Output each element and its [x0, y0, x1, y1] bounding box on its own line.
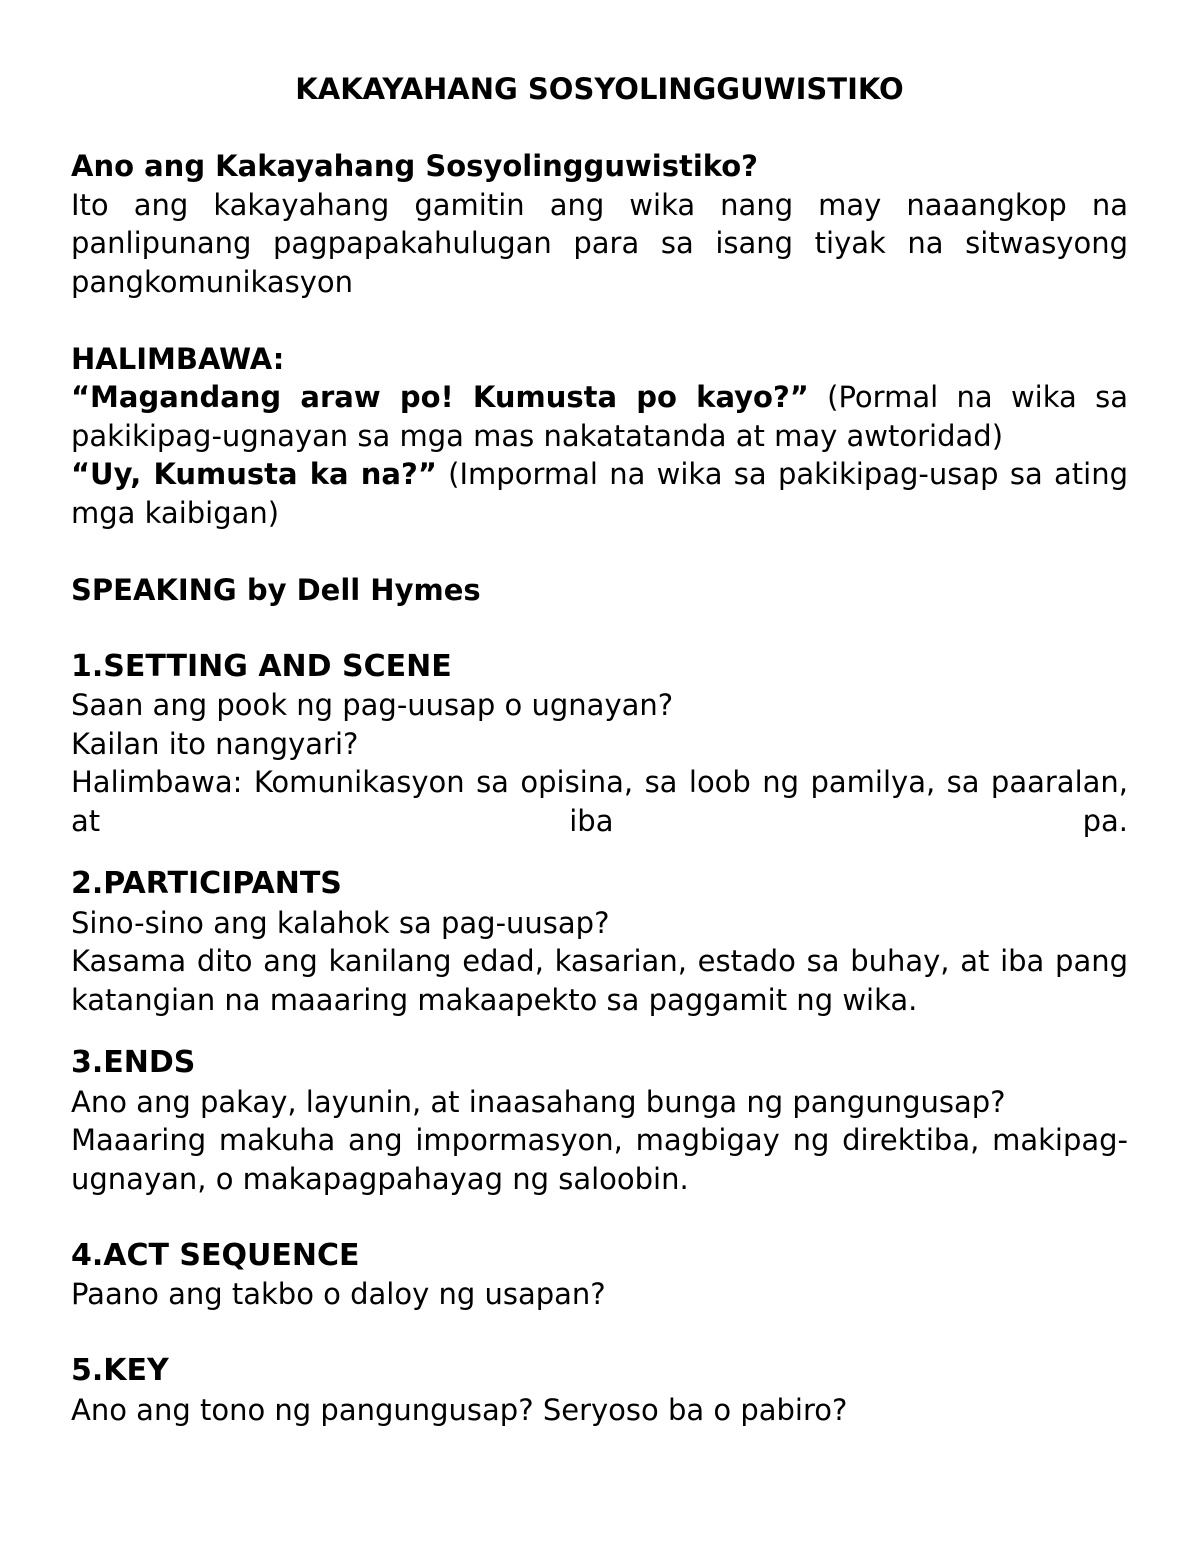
definition-question: Ano ang Kakayahang Sosyolingguwistiko?	[71, 149, 759, 183]
spacer	[71, 532, 1128, 571]
example-informal-note: (Impormal na wika sa pakikipag-usap sa ating mga kaibigan)	[71, 457, 1128, 530]
example-informal-quote: “Uy, Kumusta ka na?”	[71, 457, 437, 491]
participants-line-1: Sino-sino ang kalahok sa pag-uusap?	[71, 905, 610, 940]
ends-heading: 3.ENDS	[71, 1045, 196, 1080]
key-heading: 5.KEY	[71, 1353, 169, 1388]
speaking-heading: SPEAKING by Dell Hymes	[71, 572, 481, 607]
example-formal-note: (Pormal na wika sa pakikipag-ugnayan sa mga mas nakatatanda at may awtoridad)	[71, 380, 1128, 453]
spacer	[71, 1019, 1128, 1044]
key-line-1: Ano ang tono ng pangungusap? Seryoso ba o pabiro?	[71, 1392, 848, 1427]
spacer	[71, 609, 1128, 648]
ends-line-1: Ano ang pakay, layunin, at inaasahang bunga ng pangungusap?	[71, 1084, 1006, 1119]
participants-line-2: Kasama dito ang kanilang edad, kasarian, estado sa buhay, at iba pang katangian na maaaring makaapekto sa paggamit ng wika.	[71, 944, 1128, 1017]
example-formal-quote: “Magandang araw po! Kumusta po kayo?”	[71, 380, 809, 414]
setting-line-2: Kailan ito nangyari?	[71, 726, 359, 761]
ends-line-2: Maaaring makuha ang impormasyon, magbigay ng direktiba, makipag-ugnayan, o makapagpahayag ng saloobin.	[71, 1123, 1128, 1196]
examples-heading: HALIMBAWA:	[71, 341, 285, 376]
participants-heading: 2.PARTICIPANTS	[71, 866, 342, 901]
spacer	[71, 840, 1128, 865]
spacer	[71, 1198, 1128, 1237]
act-sequence-heading: 4.ACT SEQUENCE	[71, 1237, 360, 1273]
spacer	[71, 301, 1128, 340]
definition-answer: Ito ang kakayahang gamitin ang wika nang may naaangkop na panlipunang pagpapakahulugan para sa isang tiyak na sitwasyong pangkomunikasyon	[71, 187, 1128, 299]
spacer	[71, 109, 1128, 148]
example-informal	[71, 455, 1128, 532]
example-formal	[71, 378, 1128, 455]
document-title: KAKAYAHANG SOSYOLINGGUWISTIKO	[295, 72, 904, 106]
setting-line-3: Halimbawa: Komunikasyon sa opisina, sa loob ng pamilya, sa paaralan, at iba pa.	[71, 765, 1128, 838]
setting-line-1: Saan ang pook ng pag-uusap o ugnayan?	[71, 688, 674, 722]
act-sequence-line-1: Paano ang takbo o daloy ng usapan?	[71, 1277, 606, 1311]
spacer	[71, 1314, 1128, 1353]
setting-heading: 1.SETTING AND SCENE	[71, 648, 452, 684]
document-page	[71, 70, 1128, 1429]
